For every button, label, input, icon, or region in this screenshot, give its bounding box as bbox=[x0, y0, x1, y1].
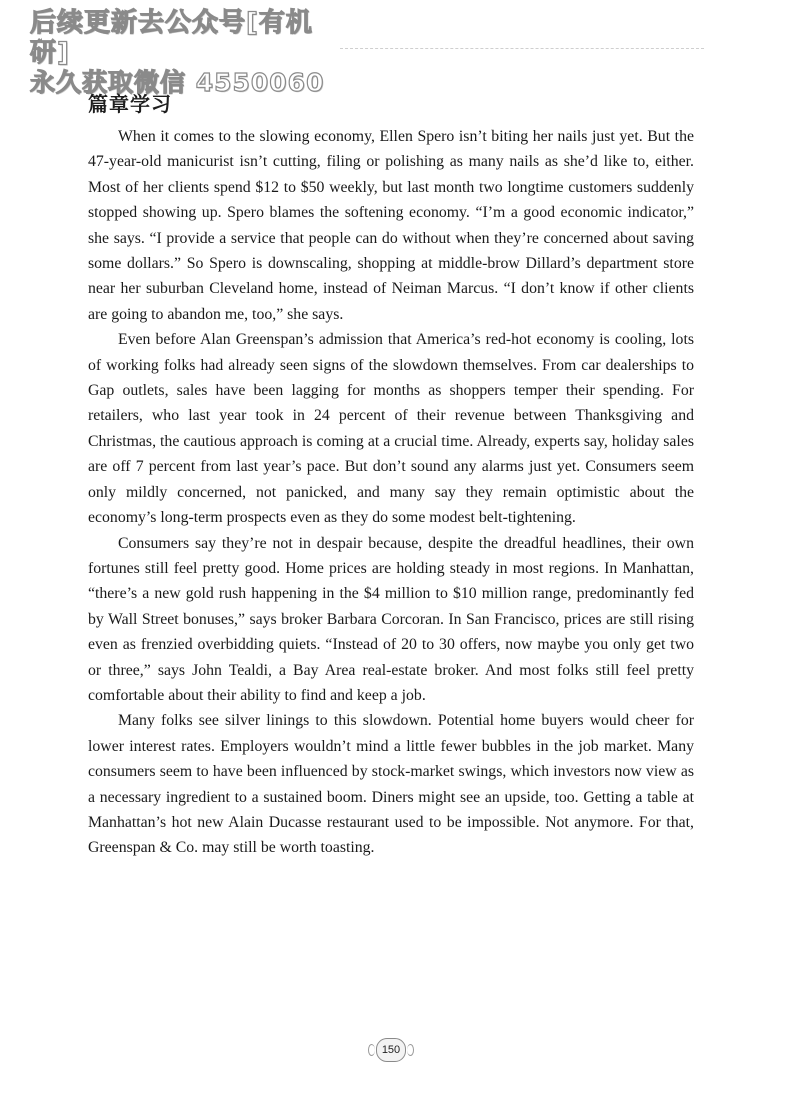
section-title: 篇章学习 bbox=[88, 92, 172, 116]
paragraph-2: Even before Alan Greenspan’s admission that America’s red-hot economy is cooling, lots of working folks had already seen signs of the slowdown themselves. From car dealerships to Gap outlets, sales have been lagging for months as shoppers temper their spending. For retailers, who last year took in 24 percent of their revenue between Thanksgiving and Christmas, the cautious approach is coming at a crucial time. Already, experts say, holiday sales are off 7 percent from last year’s pace. But don’t sound any alarms just yet. Consumers seem only mildly concerned, not panicked, and many say they remain optimistic about the economy’s long-term prospects even as they do some modest belt-tightening. bbox=[88, 331, 694, 527]
watermark bbox=[30, 8, 350, 98]
paragraph-1: When it comes to the slowing economy, Ellen Spero isn’t biting her nails just yet. But the 47-year-old manicurist isn’t cutting, filing or polishing as many nails as she’d like to, either. Most of her clients spend $12 to $50 weekly, but last month two longtime customers suddenly stopped showing up. Spero blames the softening economy. “I’m a good economic indicator,” she says. “I provide a service that people can do without when they’re concerned about saving some dollars.” So Spero is downscaling, shopping at middle-brow Dillard’s department store near her suburban Cleveland home, instead of Neiman Marcus. “I don’t know if other clients are going to abandon me, too,” she says. bbox=[88, 128, 694, 323]
header-divider bbox=[340, 48, 704, 49]
watermark-line-1: 后续更新去公众号[有机研] bbox=[30, 8, 313, 68]
watermark-line-2: 永久获取微信 4550060 bbox=[30, 68, 325, 97]
paragraph-3: Consumers say they’re not in despair because, despite the dreadful headlines, their own fortunes still feel pretty good. Home prices are holding steady in most regions. In Manhattan, “there’s a new gold rush happening in the $4 million to $10 million range, predominantly fed by Wall Street bonuses,” says broker Barbara Corcoran. In San Francisco, prices are still rising even as frenzied overbidding quiets. “Instead of 20 to 30 offers, now maybe you only get two or three,” says John Tealdi, a Bay Area real-estate broker. And most folks still feel pretty comfortable about their ability to find and keep a job. bbox=[88, 534, 694, 704]
paragraph-4: Many folks see silver linings to this slowdown. Potential home buyers would cheer for lower interest rates. Employers wouldn’t mind a little fewer bubbles in the job market. Many consumers seem to have been influenced by stock-market swings, which investors now view as a necessary ingredient to a sustained boom. Diners might see an upside, too. Getting a table at Manhattan’s hot new Alain Ducasse restaurant used to be impossible. Not anymore. For that, Greenspan & Co. may still be worth toasting. bbox=[88, 712, 694, 857]
page-number: 150 bbox=[376, 1038, 406, 1062]
article-body bbox=[88, 124, 694, 861]
